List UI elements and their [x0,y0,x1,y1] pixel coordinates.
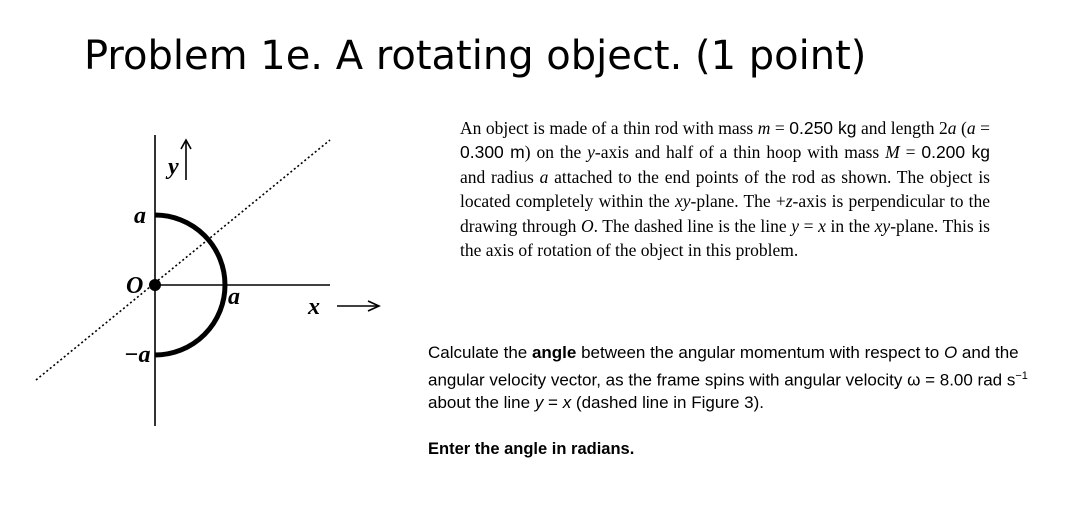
emphasis-angle: angle [531,343,577,362]
origin-dot [149,279,161,291]
rotating-object-figure [30,130,430,430]
label-a-top: a [134,203,146,229]
label-origin: O [126,273,144,299]
answer-instruction: Enter the angle in radians. [428,440,635,458]
rotation-axis-dashed-line [36,140,330,380]
label-y-axis: y [168,154,179,180]
label-x-axis: x [308,294,320,320]
task-question: Calculate the angle between the angular momentum with respect to O and the angular velocity vector, as the frame spins with angular velocity ω = 8.00 rad $s^{-1}$ about the line y = x (dashed line in Figure 3). [428,343,1028,412]
label-a-right: a [228,284,240,310]
label-minus-a: −a [124,342,151,368]
problem-description: An object is made of a thin rod with mass m = 0.250 kg and length 2a (a = 0.300 m) on the y-axis and half of a thin hoop with mass M = 0.200 kg and radius a attached to the end points of the rod as shown. The object is located completely within the xy-plane. The +z-axis is perpendicular to the drawing through O. The dashed line is the line y = x in the xy-plane. This is the axis of rotation of the object in this problem. [460,118,990,261]
problem-title: Problem 1e. A rotating object. (1 point) [84,33,867,79]
